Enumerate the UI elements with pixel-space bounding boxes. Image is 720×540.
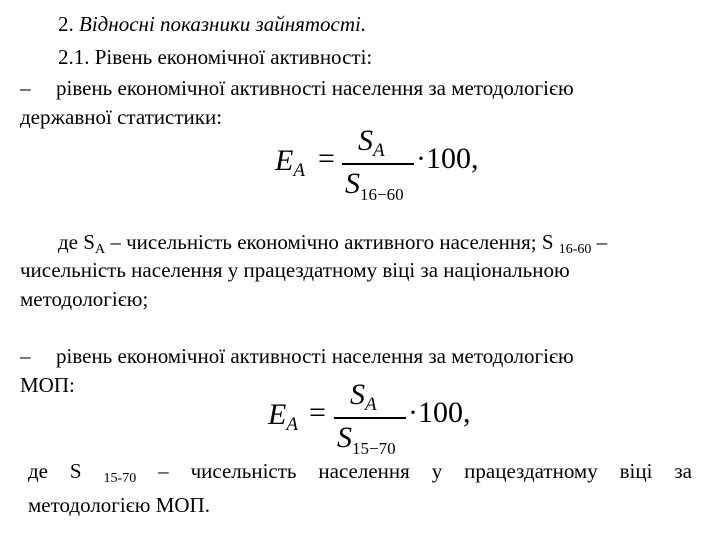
list-item-1-continuation: державної статистики: xyxy=(20,105,223,129)
definition-ilo-line-2: методологією МОП. xyxy=(28,493,210,517)
formula-multiplier: ·100, xyxy=(408,396,471,429)
list-item-2 xyxy=(20,343,574,369)
list-item-2-continuation: МОП: xyxy=(20,373,75,397)
subsection-heading: 2.1. Рівень економічної активності: xyxy=(58,45,373,69)
formula-numerator: $S_A$ xyxy=(358,124,385,161)
section-heading xyxy=(58,11,366,37)
definition-line-2: чисельність населення у працездатному віці за національною xyxy=(20,258,570,282)
formula-lhs: $E_A$ xyxy=(275,144,305,181)
list-dash: – xyxy=(20,76,31,100)
definition-ilo-line-1: де S $_{15-70}$ – чисельність населення у працездатному віці за xyxy=(28,459,692,486)
fraction-bar xyxy=(342,163,414,165)
formula-numerator: $S_A$ xyxy=(350,378,377,415)
formula-equals: = xyxy=(309,396,326,429)
formula-equals: = xyxy=(318,142,335,175)
list-dash: – xyxy=(20,344,31,368)
section-number: 2. xyxy=(58,12,74,36)
section-title: Відносні показники зайнятості. xyxy=(79,12,367,36)
list-item-1-text: рівень економічної активності населення за методологією xyxy=(56,76,574,100)
fraction-bar xyxy=(334,417,406,419)
formula-multiplier: ·100, xyxy=(416,142,479,175)
formula-denominator: $S_{16-60}$ xyxy=(345,167,404,204)
formula-denominator: $S_{15-70}$ xyxy=(337,421,396,458)
definition-ilo xyxy=(28,458,692,518)
formula-lhs: $E_A$ xyxy=(268,398,298,435)
list-item-1 xyxy=(20,75,574,101)
list-item-2-text: рівень економічної активності населення за методологією xyxy=(56,344,574,368)
definition-line-3: методологією; xyxy=(20,287,149,311)
definition-line-1: де $S_A$ – чисельність економічно активного населення; S $_{16-60}$ – xyxy=(58,230,608,257)
